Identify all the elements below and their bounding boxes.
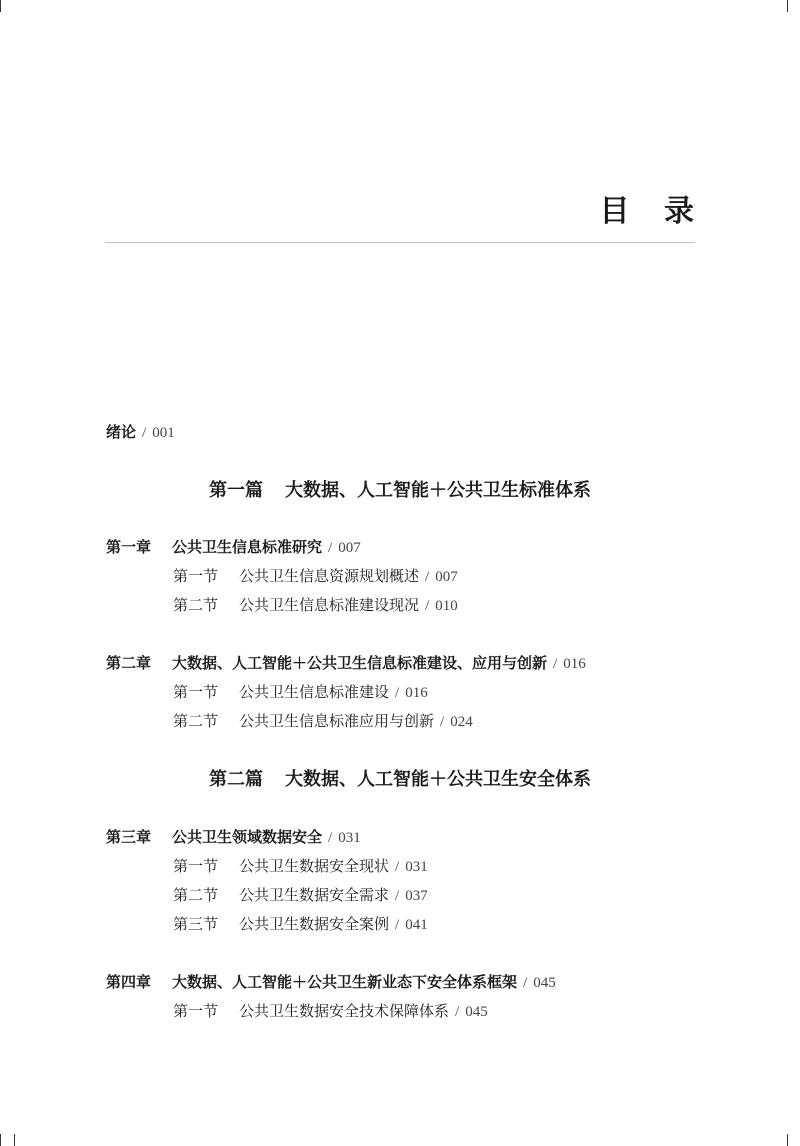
- section-title: 公共卫生信息标准应用与创新: [239, 712, 435, 730]
- page-number: 031: [338, 830, 361, 846]
- separator: /: [523, 975, 528, 991]
- chapter-label: 第一章: [106, 538, 152, 556]
- page-number: 016: [563, 656, 586, 672]
- crop-mark-bottom-mid: [14, 1134, 15, 1146]
- separator: /: [395, 685, 400, 701]
- separator: /: [440, 714, 445, 730]
- part-heading-1[interactable]: [0, 479, 800, 503]
- separator: /: [328, 830, 333, 846]
- separator: /: [142, 425, 147, 441]
- section-label: 第二节: [173, 886, 219, 904]
- chapter-entry-2[interactable]: [106, 653, 586, 674]
- separator: /: [395, 917, 400, 933]
- page-number: 037: [405, 888, 428, 904]
- chapter-label: 第二章: [106, 654, 152, 672]
- part-title: 大数据、人工智能＋公共卫生标准体系: [285, 480, 591, 501]
- chapter-title: 大数据、人工智能＋公共卫生信息标准建设、应用与创新: [172, 654, 548, 672]
- chapter-label: 第三章: [106, 828, 152, 846]
- part-label: 第一篇: [209, 480, 263, 501]
- page-number: 016: [405, 685, 428, 701]
- crop-mark-top-left: [0, 0, 1, 12]
- chapter-label: 第四章: [106, 973, 152, 991]
- page-number: 001: [152, 425, 175, 441]
- chapter-title: 公共卫生信息标准研究: [172, 538, 323, 556]
- intro-label: 绪论: [106, 423, 137, 441]
- title-rule: [105, 242, 695, 243]
- separator: /: [425, 598, 430, 614]
- separator: /: [553, 656, 558, 672]
- section-label: 第三节: [173, 915, 219, 933]
- section-entry-3-3[interactable]: [173, 914, 428, 935]
- section-entry-1-1[interactable]: [173, 566, 458, 587]
- section-entry-2-2[interactable]: [173, 711, 473, 732]
- page-number: 041: [405, 917, 428, 933]
- page-number: 045: [533, 975, 556, 991]
- section-label: 第二节: [173, 596, 219, 614]
- page-number: 007: [338, 540, 361, 556]
- part-title: 大数据、人工智能＋公共卫生安全体系: [285, 769, 591, 790]
- section-label: 第一节: [173, 683, 219, 701]
- page-title: 目 录: [599, 194, 706, 229]
- separator: /: [455, 1004, 460, 1020]
- section-title: 公共卫生信息标准建设现况: [239, 596, 420, 614]
- section-entry-3-1[interactable]: [173, 856, 428, 877]
- chapter-entry-1[interactable]: [106, 537, 361, 558]
- crop-mark-top-right: [787, 0, 788, 12]
- toc-entry-intro[interactable]: [106, 422, 175, 443]
- chapter-title: 大数据、人工智能＋公共卫生新业态下安全体系框架: [172, 973, 518, 991]
- separator: /: [425, 569, 430, 585]
- page-number: 010: [435, 598, 458, 614]
- section-title: 公共卫生信息标准建设: [239, 683, 390, 701]
- page-number: 024: [450, 714, 473, 730]
- section-entry-2-1[interactable]: [173, 682, 428, 703]
- part-label: 第二篇: [209, 769, 263, 790]
- separator: /: [395, 888, 400, 904]
- page-number: 007: [435, 569, 458, 585]
- chapter-title: 公共卫生领域数据安全: [172, 828, 323, 846]
- section-title: 公共卫生数据安全技术保障体系: [239, 1002, 450, 1020]
- section-title: 公共卫生数据安全案例: [239, 915, 390, 933]
- crop-mark-bottom-right: [787, 1134, 788, 1146]
- section-label: 第一节: [173, 857, 219, 875]
- chapter-entry-3[interactable]: [106, 827, 361, 848]
- part-heading-2[interactable]: [0, 768, 800, 792]
- section-entry-1-2[interactable]: [173, 595, 458, 616]
- page-number: 031: [405, 859, 428, 875]
- section-title: 公共卫生数据安全现状: [239, 857, 390, 875]
- section-label: 第二节: [173, 712, 219, 730]
- section-entry-4-1[interactable]: [173, 1001, 488, 1022]
- separator: /: [328, 540, 333, 556]
- chapter-entry-4[interactable]: [106, 972, 556, 993]
- section-title: 公共卫生数据安全需求: [239, 886, 390, 904]
- separator: /: [395, 859, 400, 875]
- section-entry-3-2[interactable]: [173, 885, 428, 906]
- section-label: 第一节: [173, 567, 219, 585]
- section-label: 第一节: [173, 1002, 219, 1020]
- crop-mark-bottom-left: [0, 1134, 1, 1146]
- page-number: 045: [465, 1004, 488, 1020]
- section-title: 公共卫生信息资源规划概述: [239, 567, 420, 585]
